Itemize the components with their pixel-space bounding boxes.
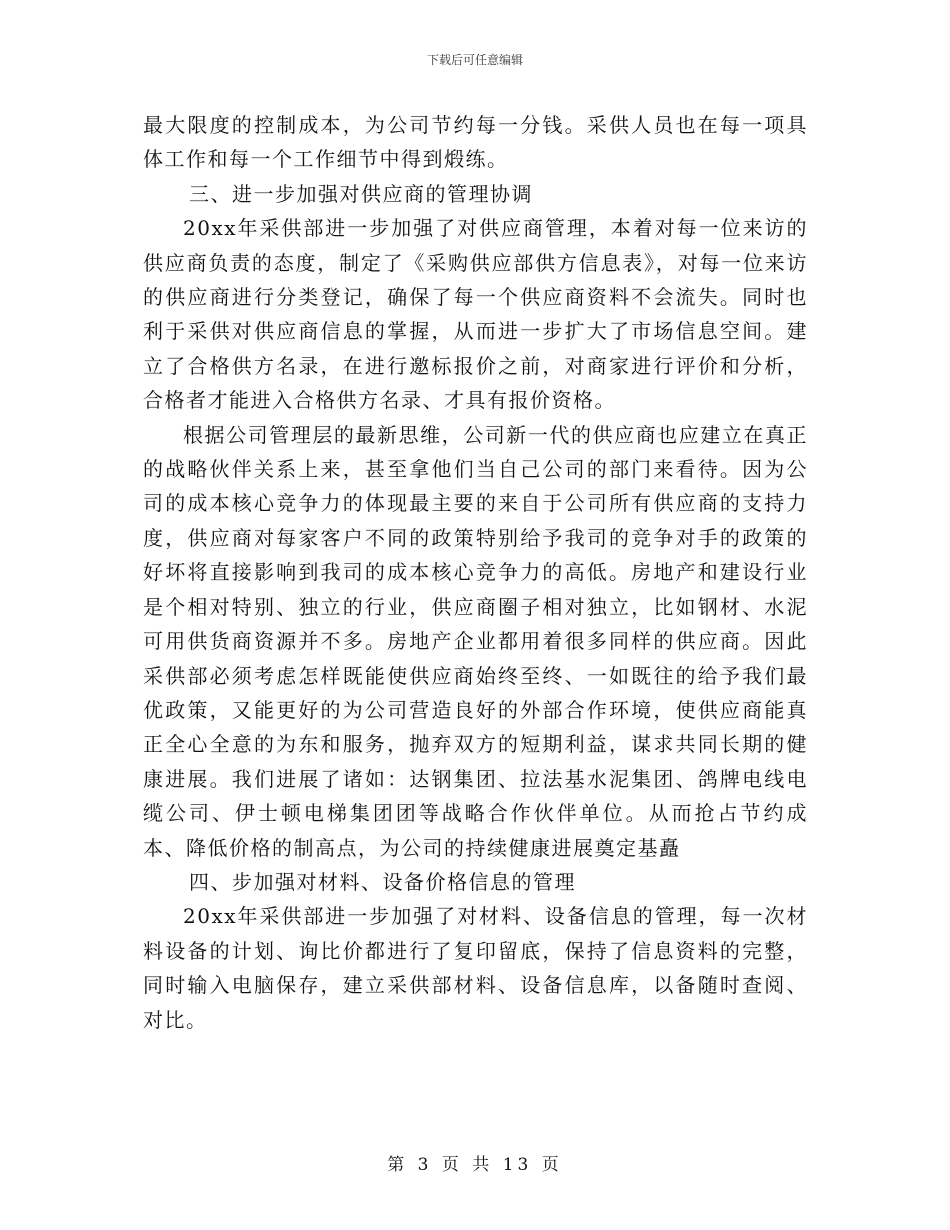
page-header: 下载后可任意编辑 <box>426 53 523 67</box>
section-heading-3: 三、进一步加强对供应商的管理协调 <box>189 181 533 206</box>
section-heading-4: 四、步加强对材料、设备价格信息的管理 <box>189 869 576 894</box>
document-body <box>143 108 808 1037</box>
paragraph-strategic-partners: 根据公司管理层的最新思维，公司新一代的供应商也应建立在真正的战略伙伴关系上来，甚至拿他们当自己公司的部门来看待。因为公司的成本核心竞争力的体现最主要的来自于公司所有供应商的支持力度，供应商对每家客户不同的政策特别给予我司的竞争对手的政策的好坏将直接影响到我司的成本核心竞争力的高低。房地产和建设行业是个相对特别、独立的行业，供应商圈子相对独立，比如钢材、水泥可用供货商资源并不多。房地产企业都用着很多同样的供应商。因此采供部必须考虑怎样既能使供应商始终至终、一如既往的给予我们最优政策，又能更好的为公司营造良好的外部合作环境，使供应商能真正全心全意的为东和服务，抛弃双方的短期利益，谋求共同长期的健康进展。我们进展了诸如：达钢集团、拉法基水泥集团、鸽牌电线电缆公司、伊士顿电梯集团团等战略合作伙伴单位。从而抢占节约成本、降低价格的制高点，为公司的持续健康进展奠定基矗 <box>143 422 808 860</box>
paragraph-continued: 最大限度的控制成本，为公司节约每一分钱。采供人员也在每一项具体工作和每一个工作细节中得到煅练。 <box>143 113 808 172</box>
page-number: 第 3 页 共 13 页 <box>387 1155 563 1175</box>
paragraph-supplier-management: 20xx年采供部进一步加强了对供应商管理，本着对每一位来访的供应商负责的态度，制定了《采购供应部供方信息表》，对每一位来访的供应商进行分类登记，确保了每一个供应商资料不会流失。同时也利于采供对供应商信息的掌握，从而进一步扩大了市场信息空间。建立了合格供方名录，在进行邀标报价之前，对商家进行评价和分析，合格者才能进入合格供方名录、才具有报价资格。 <box>143 216 808 413</box>
paragraph-price-information: 20xx年采供部进一步加强了对材料、设备信息的管理，每一次材料设备的计划、询比价都进行了复印留底，保持了信息资料的完整，同时输入电脑保存，建立采供部材料、设备信息库，以备随时查阅、对比。 <box>143 904 808 1032</box>
